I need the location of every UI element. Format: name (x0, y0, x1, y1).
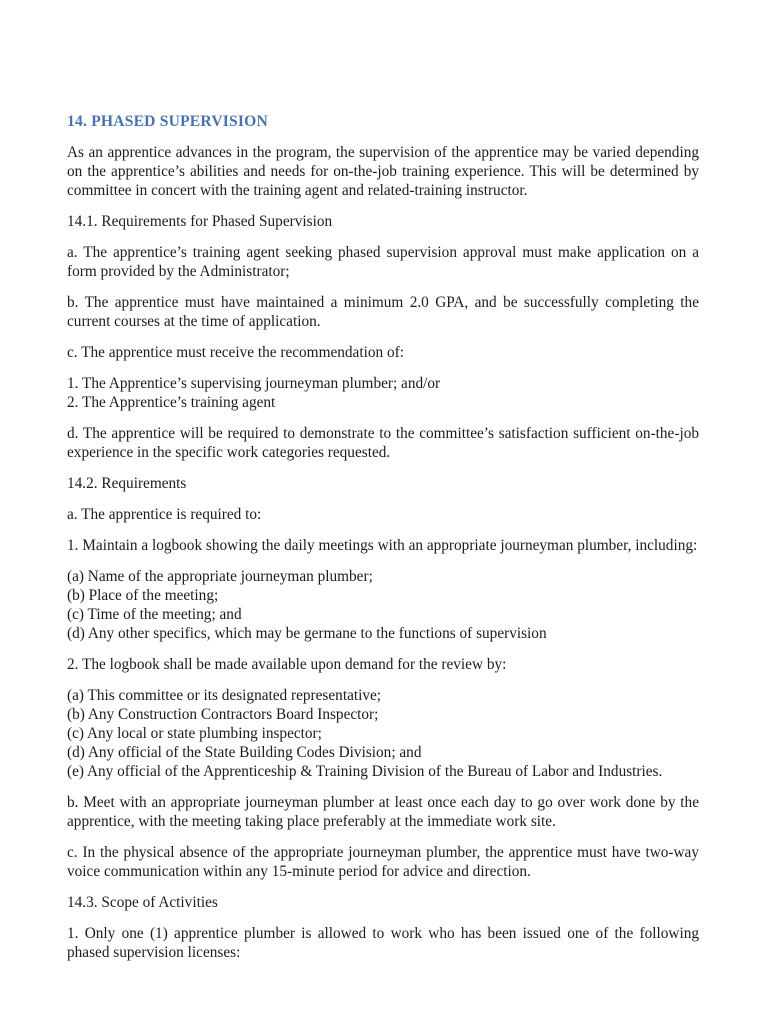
logbook-reviewer-item-e: (e) Any official of the Apprenticeship & Training Division of the Bureau of Labor and Industries. (67, 763, 663, 780)
intro-paragraph: As an apprentice advances in the program, the supervision of the apprentice may be varied depending on the apprentice’s abilities and needs for on-the-job training experience. This will be determined by committee in concert with the training agent and related-training instructor. (67, 144, 699, 199)
section-heading: 14. PHASED SUPERVISION (67, 113, 268, 130)
logbook-detail-item-d: (d) Any other specifics, which may be germane to the functions of supervision (67, 625, 547, 642)
logbook-reviewer-item-a: (a) This committee or its designated representative; (67, 687, 382, 704)
section-14-2-title: 14.2. Requirements (67, 475, 187, 492)
item-14-2-b: b. Meet with an appropriate journeyman plumber at least once each day to go over work done by the apprentice, with the meeting taking place preferably at the immediate work site. (67, 794, 699, 830)
item-14-1-a: a. The apprentice’s training agent seeking phased supervision approval must make application on a form provided by the Administrator; (67, 244, 699, 280)
item-14-2-a-1: 1. Maintain a logbook showing the daily meetings with an appropriate journeyman plumber, including: (67, 537, 698, 554)
item-14-1-c: c. The apprentice must receive the recommendation of: (67, 344, 404, 361)
logbook-reviewer-item-d: (d) Any official of the State Building Codes Division; and (67, 744, 422, 761)
item-14-2-a: a. The apprentice is required to: (67, 506, 262, 523)
item-14-2-a-2: 2. The logbook shall be made available upon demand for the review by: (67, 656, 507, 673)
logbook-detail-item-b: (b) Place of the meeting; (67, 587, 219, 604)
item-14-1-c-sub-2: 2. The Apprentice’s training agent (67, 394, 276, 411)
item-14-1-c-sub-1: 1. The Apprentice’s supervising journeyman plumber; and/or (67, 375, 441, 392)
logbook-reviewer-item-b: (b) Any Construction Contractors Board Inspector; (67, 706, 379, 723)
section-14-3-title: 14.3. Scope of Activities (67, 894, 218, 911)
item-14-1-d: d. The apprentice will be required to demonstrate to the committee’s satisfaction sufficient on-the-job experience in the specific work categories requested. (67, 425, 699, 461)
logbook-reviewer-item-c: (c) Any local or state plumbing inspector; (67, 725, 322, 742)
logbook-detail-item-a: (a) Name of the appropriate journeyman plumber; (67, 568, 373, 585)
section-14-1-title: 14.1. Requirements for Phased Supervision (67, 213, 333, 230)
logbook-detail-item-c: (c) Time of the meeting; and (67, 606, 242, 623)
item-14-2-c: c. In the physical absence of the appropriate journeyman plumber, the apprentice must have two-way voice communication within any 15-minute period for advice and direction. (67, 844, 699, 880)
item-14-1-b: b. The apprentice must have maintained a minimum 2.0 GPA, and be successfully completing the current courses at the time of application. (67, 294, 699, 330)
item-14-3-1: 1. Only one (1) apprentice plumber is allowed to work who has been issued one of the following phased supervision licenses: (67, 925, 699, 961)
